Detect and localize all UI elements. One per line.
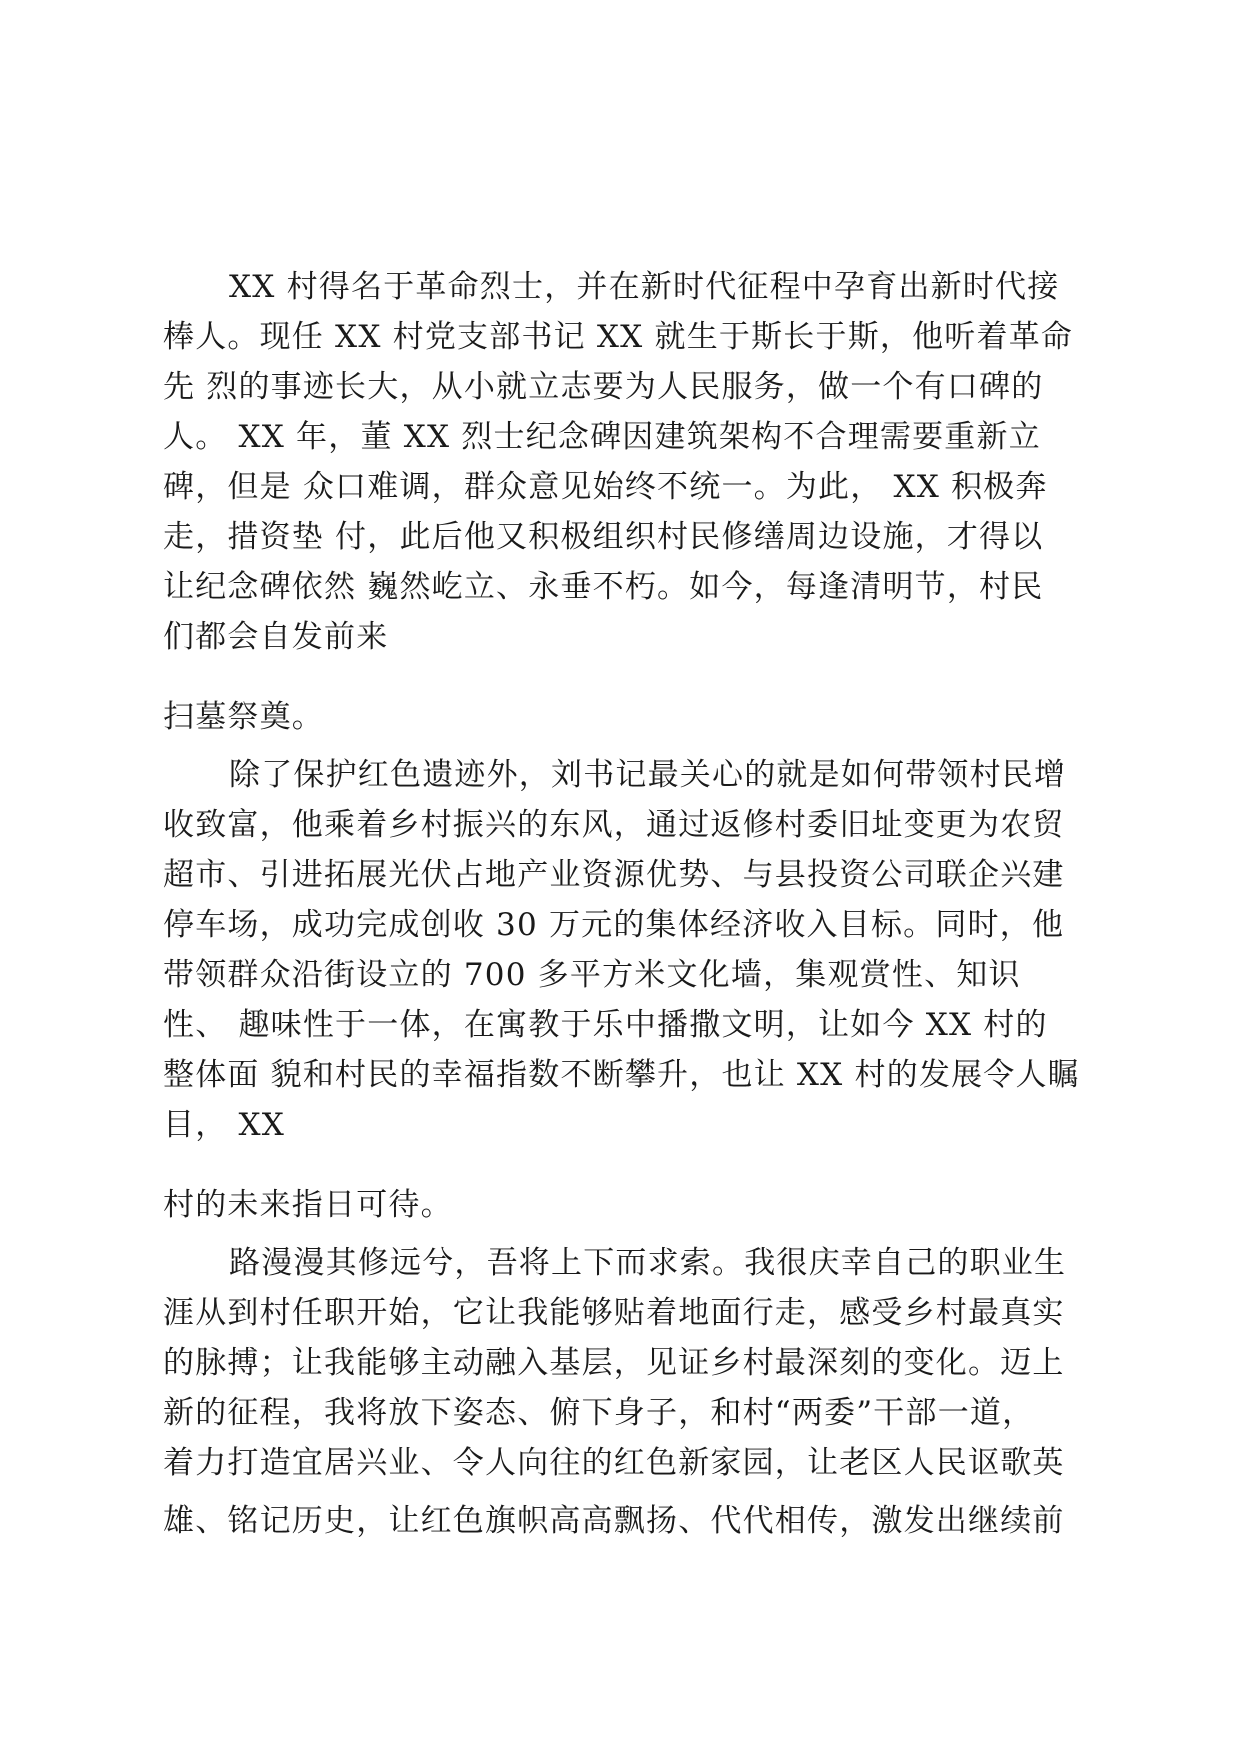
text-line: 性、 趣味性于一体，在寓教于乐中播撒文明，让如今 XX 村的	[163, 1007, 1048, 1043]
document-body	[163, 262, 1093, 1546]
text-line: 目， XX	[163, 1107, 285, 1143]
text-line: 收致富，他乘着乡村振兴的东风，通过返修村委旧址变更为农贸	[163, 807, 1065, 843]
text-line: 着力打造宜居兴业、令人向往的红色新家园，让老区人民讴歌英	[163, 1445, 1065, 1481]
paragraph-4	[163, 1180, 1093, 1230]
text-line: XX 村得名于革命烈士，并在新时代征程中孕育出新时代接	[229, 269, 1060, 305]
text-line: 人。 XX 年，董 XX 烈士纪念碑因建筑架构不合理需要重新立	[163, 419, 1041, 455]
text-line: 们都会自发前来	[163, 619, 389, 655]
text-line: 碑，但是 众口难调，群众意见始终不统一。为此， XX 积极奔	[163, 469, 1048, 505]
text-line: 扫墓祭奠。	[163, 699, 324, 735]
text-line: 的脉搏；让我能够主动融入基层，见证乡村最深刻的变化。迈上	[163, 1345, 1065, 1381]
text-line: 除了保护红色遗迹外，刘书记最关心的就是如何带领村民增	[229, 757, 1067, 793]
text-line: 先 烈的事迹长大，从小就立志要为人民服务，做一个有口碑的	[163, 369, 1044, 405]
paragraph-5	[163, 1238, 1093, 1546]
text-line: 新的征程，我将放下姿态、俯下身子，和村“两委”干部一道，	[163, 1395, 1035, 1431]
text-line: 路漫漫其修远兮，吾将上下而求索。我很庆幸自己的职业生	[229, 1245, 1067, 1281]
text-line: 雄、铭记历史，让红色旗帜高高飘扬、代代相传，激发出继续前	[163, 1503, 1065, 1539]
paragraph-1	[163, 262, 1093, 662]
text-line: 带领群众沿街设立的 700 多平方米文化墙，集观赏性、知识	[163, 957, 1021, 993]
text-line: 村的未来指日可待。	[163, 1187, 453, 1223]
text-line: 停车场，成功完成创收 30 万元的集体经济收入目标。同时，他	[163, 907, 1065, 943]
paragraph-2	[163, 692, 1093, 742]
text-line: 整体面 貌和村民的幸福指数不断攀升，也让 XX 村的发展令人瞩	[163, 1057, 1080, 1093]
text-line: 超市、引进拓展光伏占地产业资源优势、与县投资公司联企兴建	[163, 857, 1065, 893]
paragraph-3	[163, 750, 1093, 1150]
text-line: 让纪念碑依然 巍然屹立、永垂不朽。如今，每逢清明节，村民	[163, 569, 1044, 605]
text-line: 棒人。现任 XX 村党支部书记 XX 就生于斯长于斯，他听着革命	[163, 319, 1074, 355]
text-line: 涯从到村任职开始，它让我能够贴着地面行走，感受乡村最真实	[163, 1295, 1065, 1331]
text-line: 走，措资垫 付，此后他又积极组织村民修缮周边设施，才得以	[163, 519, 1044, 555]
